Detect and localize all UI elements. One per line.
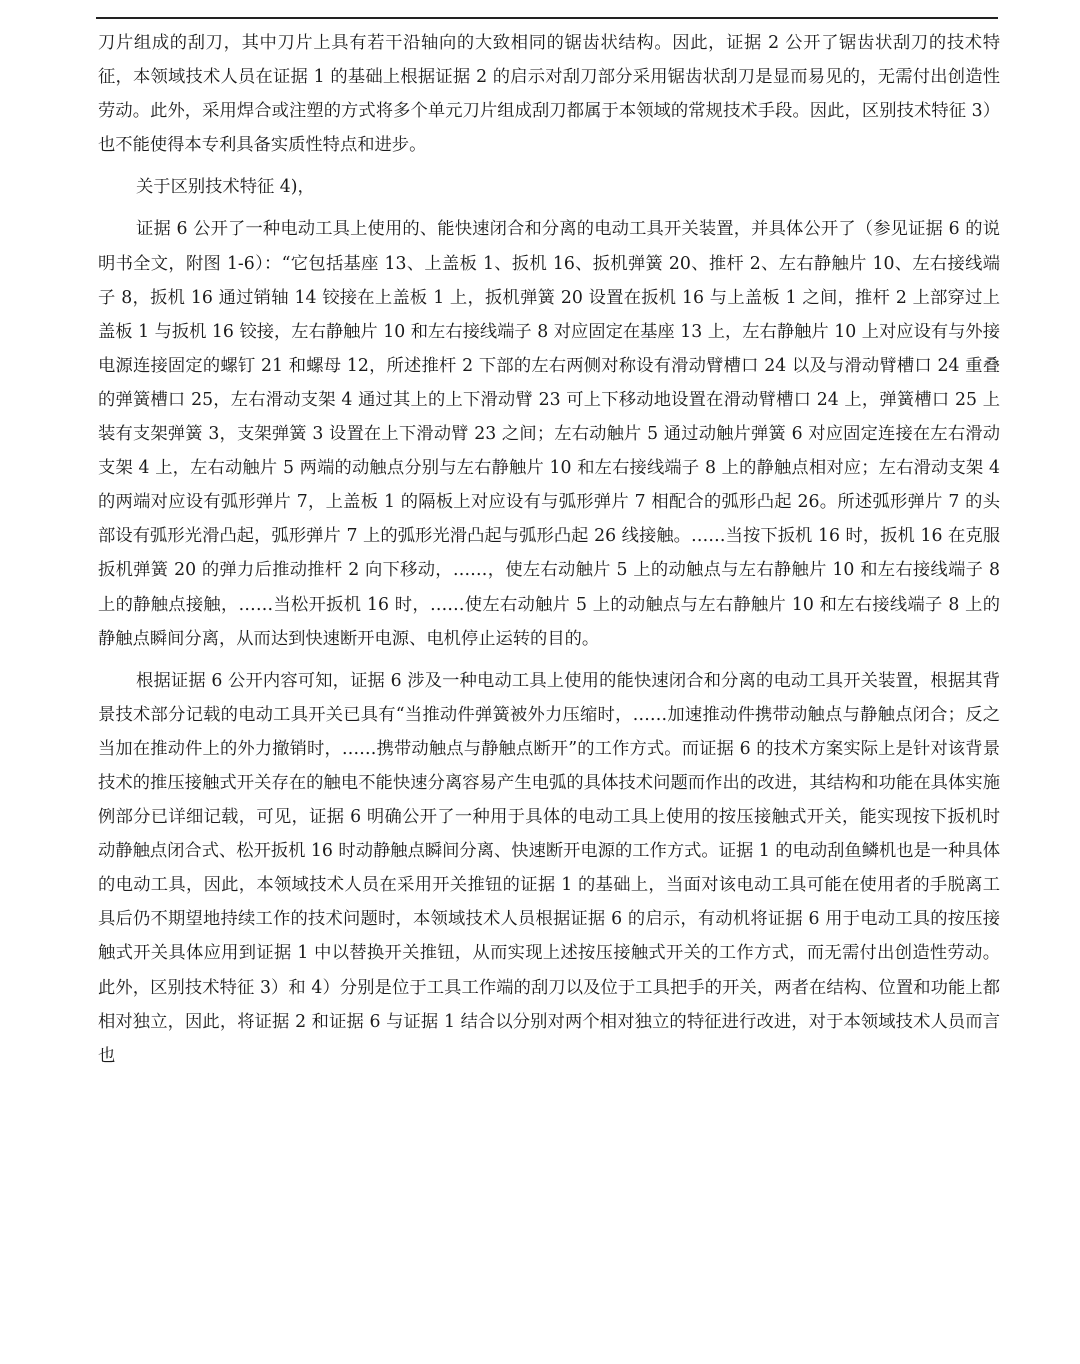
header-rule (96, 17, 998, 19)
paragraph-evidence-6-disclosure: 证据 6 公开了一种电动工具上使用的、能快速闭合和分离的电动工具开关装置，并具体公开了（参见证据 6 的说明书全文，附图 1-6）：“它包括基座 13、上盖板 1、扳机 16、扳机弹簧 20、推杆 2、左右静触片 10、左右接线端子 8，扳机 16 通过销轴 14 铰接在上盖板 1 上，扳机弹簧 20 设置在扳机 16 与上盖板 1 之间，推杆 2 上部穿过上盖板 1 与扳机 16 铰接，左右静触片 10 和左右接线端子 8 对应固定在基座 13 上，左右静触片 10 上对应设有与外接电源连接固定的螺钉 21 和螺母 12，所述推杆 2 下部的左右两侧对称设有滑动臂槽口 24 以及与滑动臂槽口 24 重叠的弹簧槽口 25，左右滑动支架 4 通过其上的上下滑动臂 23 可上下移动地设置在滑动臂槽口 24 上，弹簧槽口 25 上装有支架弹簧 3，支架弹簧 3 设置在上下滑动臂 23 之间；左右动触片 5 通过动触片弹簧 6 对应固定连接在左右滑动支架 4 上，左右动触片 5 两端的动触点分别与左右静触片 10 和左右接线端子 8 上的静触点相对应；左右滑动支架 4 的两端对应设有弧形弹片 7，上盖板 1 的隔板上对应设有与弧形弹片 7 相配合的弧形凸起 26。所述弧形弹片 7 的头部设有弧形光滑凸起，弧形弹片 7 上的弧形光滑凸起与弧形凸起 26 线接触。……当按下扳机 16 时，扳机 16 在克服扳机弹簧 20 的弹力后推动推杆 2 向下移动，……，使左右动触片 5 上的动触点与左右静触片 10 和左右接线端子 8 上的静触点接触，……当松开扳机 16 时，……使左右动触片 5 上的动触点与左右静触片 10 和左右接线端子 8 上的静触点瞬间分离，从而达到快速断开电源、电机停止运转的目的。 (98, 219, 1000, 649)
paragraph-gap (98, 162, 1000, 170)
paragraph-feature-4-heading: 关于区别技术特征 4)， (136, 177, 315, 198)
paragraph-evidence-6-analysis: 根据证据 6 公开内容可知，证据 6 涉及一种电动工具上使用的能快速闭合和分离的电动工具开关装置，根据其背景技术部分记载的电动工具开关已具有“当推动件弹簧被外力压缩时，……加速推动件携带动触点与静触点闭合；反之当加在推动件上的外力撤销时，……携带动触点与静触点断开”的工作方式。而证据 6 的技术方案实际上是针对该背景技术的推压接触式开关存在的触电不能快速分离容易产生电弧的具体技术问题而作出的改进，其结构和功能在具体实施例部分已详细记载，可见，证据 6 明确公开了一种用于具体的电动工具上使用的按压接触式开关，能实现按下扳机时动静触点闭合式、松开扳机 16 时动静触点瞬间分离、快速断开电源的工作方式。证据 1 的电动刮鱼鳞机也是一种具体的电动工具，因此，本领域技术人员在采用开关推钮的证据 1 的基础上，当面对该电动工具可能在使用者的手脱离工具后仍不期望地持续工作的技术问题时，本领域技术人员根据证据 6 的启示，有动机将证据 6 用于电动工具的按压接触式开关具体应用到证据 1 中以替换开关推钮，从而实现上述按压接触式开关的工作方式，而无需付出创造性劳动。此外，区别技术特征 3）和 4）分别是位于工具工作端的刮刀以及位于工具把手的开关，两者在结构、位置和功能上都相对独立，因此，将证据 2 和证据 6 与证据 1 结合以分别对两个相对独立的特征进行改进，对于本领域技术人员而言也 (98, 670, 1000, 1066)
paragraph-evidence-2-conclusion: 刀片组成的刮刀，其中刀片上具有若干沿轴向的大致相同的锯齿状结构。因此，证据 2 公开了锯齿状刮刀的技术特征，本领域技术人员在证据 1 的基础上根据证据 2 的启示对刮刀部分采用锯齿状刮刀是显而易见的，无需付出创造性劳动。此外，采用焊合或注塑的方式将多个单元刀片组成刮刀都属于本领域的常规技术手段。因此，区别技术特征 3）也不能使得本专利具备实质性特点和进步。 (98, 33, 1000, 156)
paragraph-gap (98, 204, 1000, 212)
paragraph-gap (98, 656, 1000, 664)
document-body (98, 26, 1000, 1073)
